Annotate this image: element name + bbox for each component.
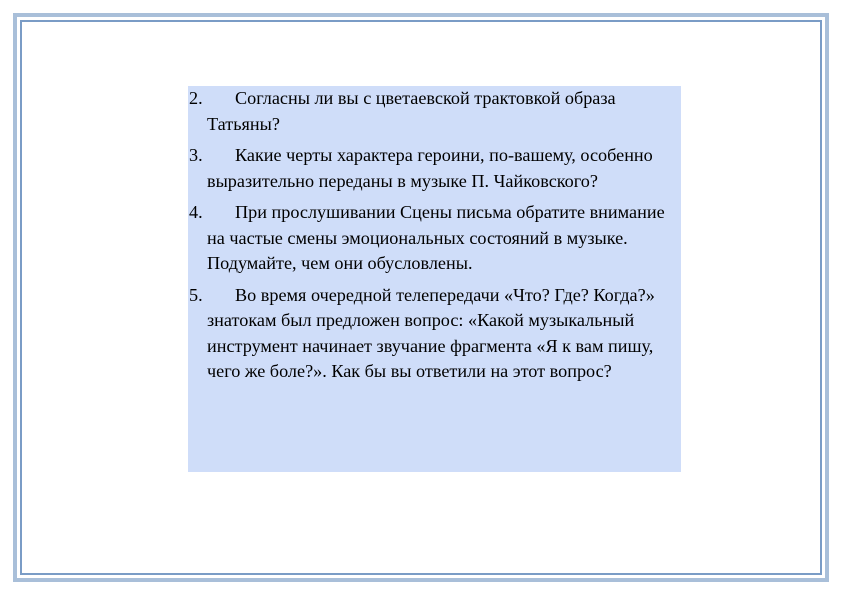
question-number: 2.: [189, 88, 203, 108]
question-text: При прослушивании Сцены письма обратите внимание на частые смены эмоциональных состояний в музыке. Подумайте, чем они обусловлены.: [207, 202, 665, 273]
question-number: 5.: [189, 284, 203, 305]
question-text: Согласны ли вы с цветаевской трактовкой образа Татьяны?: [207, 88, 616, 134]
question-item-2: [188, 86, 681, 137]
questions-text-box: [188, 86, 681, 472]
question-item-5: [188, 283, 681, 385]
question-text: Какие черты характера героини, по-вашему, особенно выразительно переданы в музыке П. Чайковского?: [207, 145, 653, 191]
question-item-3: [188, 143, 681, 194]
question-item-4: [188, 200, 681, 277]
question-text: Во время очередной телепередачи «Что? Где? Когда?» знатокам был предложен вопрос: «Какой музыкальный инструмент начинает звучание фрагмента «Я к вам пишу, чего же боле?». Как бы вы ответили на этот вопрос?: [207, 284, 655, 381]
question-number: 3.: [189, 145, 203, 165]
question-number: 4.: [189, 202, 203, 222]
